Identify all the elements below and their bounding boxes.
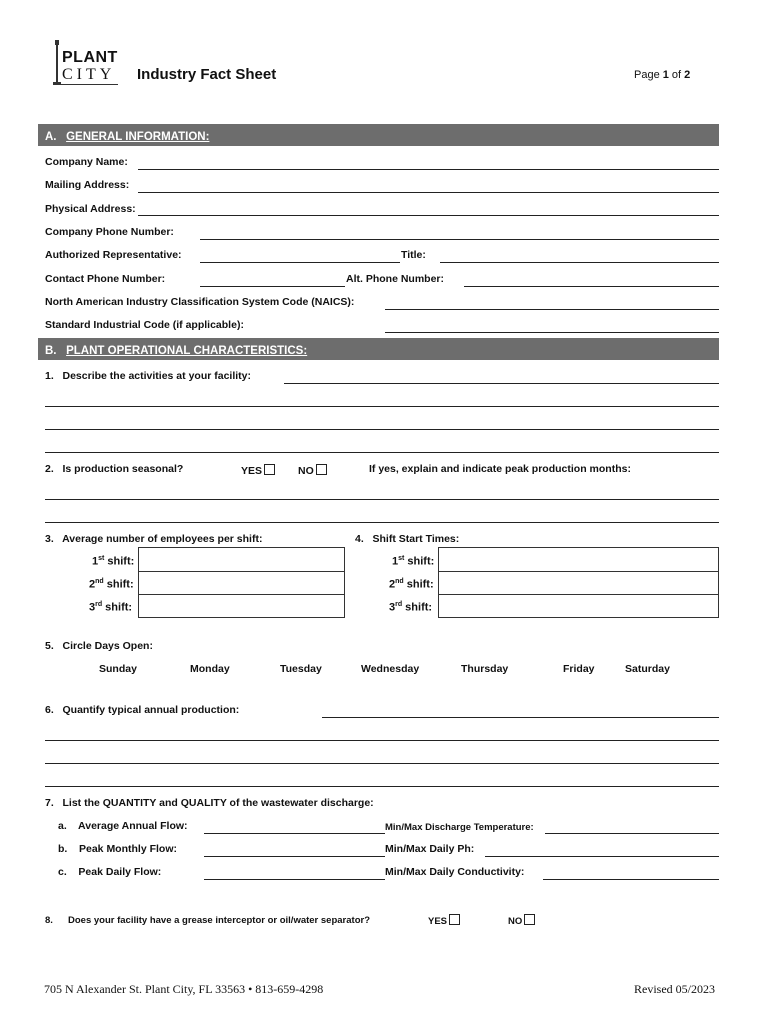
physical-address-field[interactable] [138,215,719,216]
q1-field-2[interactable] [45,406,719,407]
contact-phone-field[interactable] [200,286,345,287]
start-shift2-field[interactable] [438,571,719,595]
checkbox-icon[interactable] [264,464,275,475]
company-phone-label: Company Phone Number: [45,226,174,238]
alt-phone-field[interactable] [464,286,719,287]
logo-city-text: CITY [62,66,116,83]
alt-phone-label: Alt. Phone Number: [346,273,445,285]
day-tuesday[interactable]: Tuesday [280,663,322,675]
seasonal-yes[interactable]: YES [241,464,275,477]
page-indicator: Page 1 of 2 [634,69,691,81]
authorized-rep-field[interactable] [200,262,400,263]
start-shift1-label: 1st shift: [392,555,435,568]
mailing-address-field[interactable] [138,192,719,193]
q7a-field[interactable] [204,833,385,834]
q1-field-1[interactable] [284,383,719,384]
q6-field-1[interactable] [322,717,719,718]
naics-field[interactable] [385,309,719,310]
q7c-label: c. Peak Daily Flow: [58,866,162,878]
emp-shift3-field[interactable] [138,594,345,618]
q7a-label: a. Average Annual Flow: [58,820,188,832]
q7c-field[interactable] [204,879,385,880]
q7a-right-field[interactable] [545,833,719,834]
start-shift3-label: 3rd shift: [389,601,433,614]
sic-label: Standard Industrial Code (if applicable): [45,319,244,331]
naics-label: North American Industry Classification System Code (NAICS): [45,296,355,308]
q3-label: 3. Average number of employees per shift: [45,533,263,545]
checkbox-icon[interactable] [449,914,460,925]
day-wednesday[interactable]: Wednesday [361,663,420,675]
q8-label: Does your facility have a grease interceptor or oil/water separator? [68,915,370,926]
q5-label: 5. Circle Days Open: [45,640,153,652]
start-shift1-field[interactable] [438,547,719,571]
q7b-right-field[interactable] [485,856,719,857]
grease-yes[interactable]: YES [428,914,460,927]
page-title: Industry Fact Sheet [137,66,277,83]
q1-label: 1. Describe the activities at your facility: [45,370,251,382]
q7b-right-label: Min/Max Daily Ph: [385,843,475,855]
q1-field-3[interactable] [45,429,719,430]
q2-explain-label: If yes, explain and indicate peak production months: [369,463,631,475]
section-a-heading: A. GENERAL INFORMATION: [38,124,719,146]
day-thursday[interactable]: Thursday [461,663,509,675]
day-friday[interactable]: Friday [563,663,595,675]
grease-no[interactable]: NO [508,914,535,927]
title-field[interactable] [440,262,719,263]
logo-underline [60,84,118,85]
q7b-field[interactable] [204,856,385,857]
start-shift3-field[interactable] [438,594,719,618]
company-phone-field[interactable] [200,239,719,240]
q7-label: 7. List the QUANTITY and QUALITY of the wastewater discharge: [45,797,374,809]
seasonal-no[interactable]: NO [298,464,327,477]
footer-revised: Revised 05/2023 [634,982,715,996]
q6-field-2[interactable] [45,740,719,741]
day-saturday[interactable]: Saturday [625,663,670,675]
checkbox-icon[interactable] [316,464,327,475]
q1-field-4[interactable] [45,452,719,453]
day-monday[interactable]: Monday [190,663,230,675]
day-sunday[interactable]: Sunday [99,663,137,675]
emp-shift2-label: 2nd shift: [89,578,134,591]
section-b-heading: B. PLANT OPERATIONAL CHARACTERISTICS: [38,338,719,360]
q2-field-1[interactable] [45,499,719,500]
contact-phone-label: Contact Phone Number: [45,273,166,285]
physical-address-label: Physical Address: [45,203,136,215]
q8-number: 8. [45,915,53,926]
q2-label: 2. Is production seasonal? [45,463,184,475]
q7b-label: b. Peak Monthly Flow: [58,843,178,855]
q6-field-4[interactable] [45,786,719,787]
start-shift2-label: 2nd shift: [389,578,434,591]
q6-label: 6. Quantify typical annual production: [45,704,240,716]
mailing-address-label: Mailing Address: [45,179,130,191]
title-label: Title: [401,249,426,261]
logo-plant-text: PLANT [62,49,118,66]
authorized-rep-label: Authorized Representative: [45,249,182,261]
logo [50,38,120,88]
company-name-field[interactable] [138,169,719,170]
company-name-label: Company Name: [45,156,128,168]
emp-shift3-label: 3rd shift: [89,601,133,614]
sic-field[interactable] [385,332,719,333]
q7a-right-label: Min/Max Discharge Temperature: [385,822,534,833]
footer-address: 705 N Alexander St. Plant City, FL 33563 • 813-659-4298 [44,982,324,996]
q4-label: 4. Shift Start Times: [355,533,460,545]
checkbox-icon[interactable] [524,914,535,925]
emp-shift1-field[interactable] [138,547,345,571]
q6-field-3[interactable] [45,763,719,764]
q7c-right-field[interactable] [543,879,719,880]
q7c-right-label: Min/Max Daily Conductivity: [385,866,525,878]
emp-shift2-field[interactable] [138,571,345,595]
q2-field-2[interactable] [45,522,719,523]
emp-shift1-label: 1st shift: [92,555,135,568]
